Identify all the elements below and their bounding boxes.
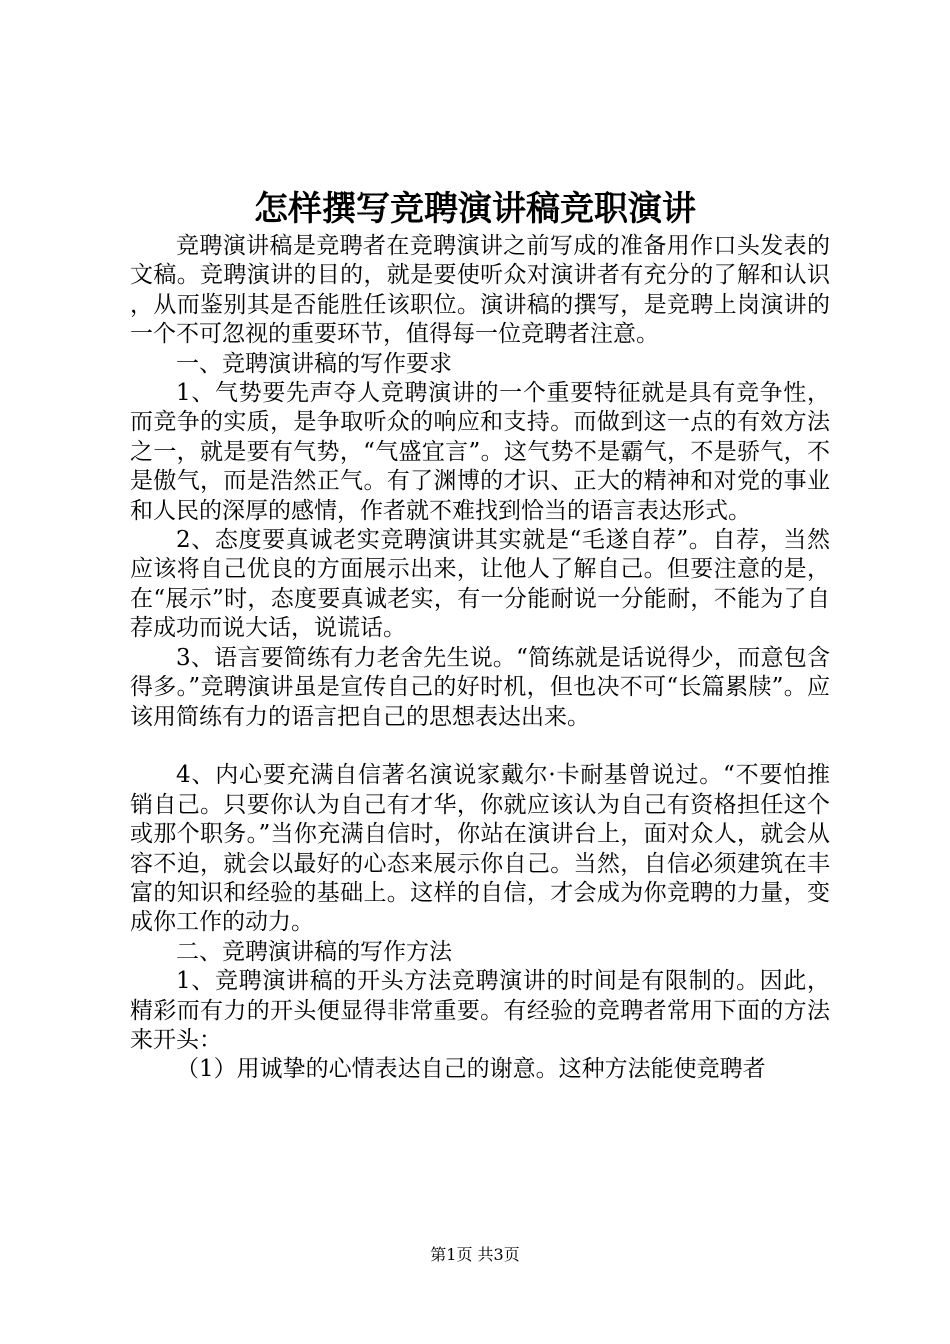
paragraph-method-1: 1、竞聘演讲稿的开头方法竞聘演讲的时间是有限制的。因此，精彩而有力的开头便显得非常重要。有经验的竞聘者常用下面的方法来开头： bbox=[130, 968, 830, 1053]
paragraph-requirement-3: 3、语言要简练有力老舍先生说。“简练就是话说得少，而意包含得多。”竞聘演讲虽是宣传自己的好时机，但也决不可“长篇累牍”。应该用简练有力的语言把自己的思想表达出来。 bbox=[130, 644, 830, 730]
paragraph-method-1-item-1: （1）用诚挚的心情表达自己的谢意。这种方法能使竞聘者 bbox=[176, 1056, 766, 1083]
page-number-footer: 第1页 共3页 bbox=[430, 1245, 520, 1264]
document-body bbox=[130, 232, 830, 1085]
blank-line bbox=[130, 732, 830, 761]
section-heading-methods: 二、竞聘演讲稿的写作方法 bbox=[176, 938, 452, 965]
paragraph-requirement-4: 4、内心要充满自信著名演说家戴尔·卡耐基曾说过。“不要怕推销自己。只要你认为自己有才华，你就应该认为自己有资格担任这个或那个职务。”当你充满自信时，你站在演讲台上，面对众人，就会从容不迫，就会以最好的心态来展示你自己。当然，自信必须建筑在丰富的知识和经验的基础上。这样的自信，才会成为你竞聘的力量，变成你工作的动力。 bbox=[130, 762, 830, 936]
document-title: 怎样撰写竞聘演讲稿竞职演讲 bbox=[254, 189, 696, 229]
paragraph-requirement-1: 1、气势要先声夺人竞聘演讲的一个重要特征就是具有竞争性，而竞争的实质，是争取听众的响应和支持。而做到这一点的有效方法之一，就是要有气势，“气盛宜言”。这气势不是霸气，不是骄气，不是傲气，而是浩然正气。有了渊博的才识、正大的精神和对党的事业和人民的深厚的感情，作者就不难找到恰当的语言表达形式。 bbox=[130, 380, 830, 524]
section-heading-requirements: 一、竞聘演讲稿的写作要求 bbox=[176, 350, 452, 377]
paragraph-requirement-2: 2、态度要真诚老实竞聘演讲其实就是“毛遂自荐”。自荐，当然应该将自己优良的方面展示出来，让他人了解自己。但要注意的是，在“展示”时，态度要真诚老实，有一分能耐说一分能耐，不能为了自荐成功而说大话，说谎话。 bbox=[130, 527, 830, 642]
paragraph-intro: 竞聘演讲稿是竞聘者在竞聘演讲之前写成的准备用作口头发表的文稿。竞聘演讲的目的，就是要使听众对演讲者有充分的了解和认识，从而鉴别其是否能胜任该职位。演讲稿的撰写，是竞聘上岗演讲的一个不可忽视的重要环节，值得每一位竞聘者注意。 bbox=[130, 233, 830, 348]
